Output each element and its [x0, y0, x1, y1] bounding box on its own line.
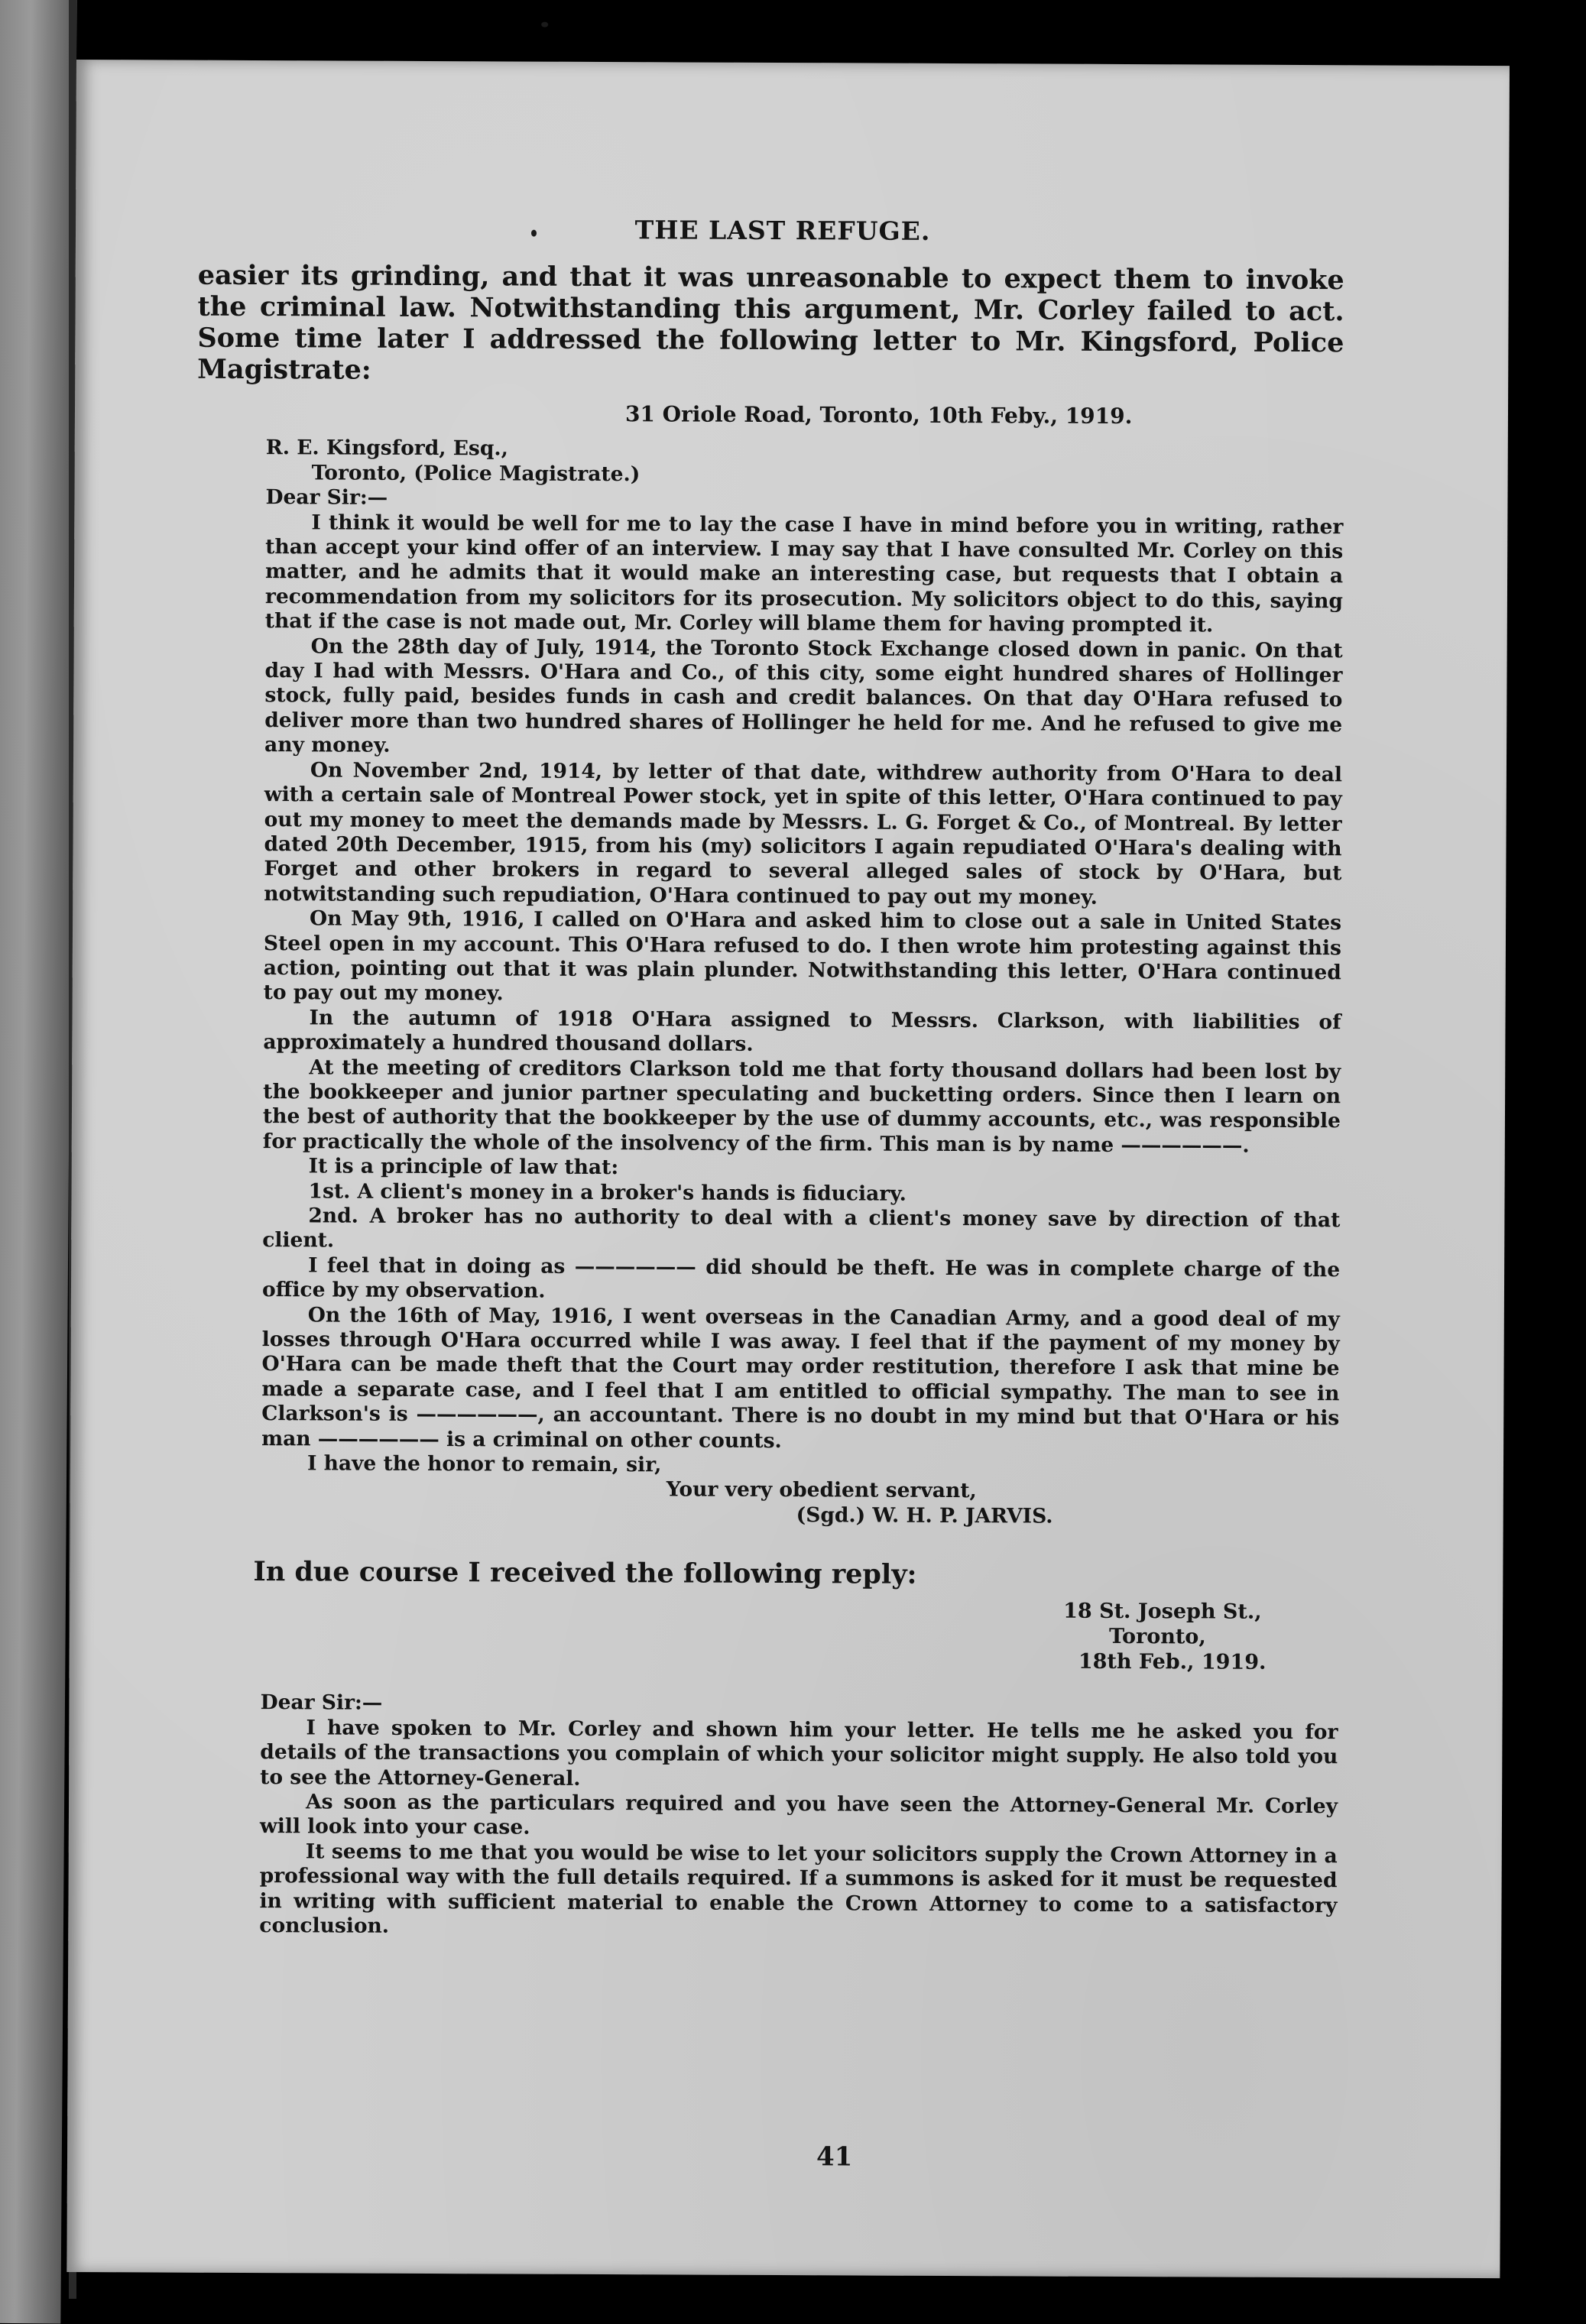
letter1-paragraph: It is a principle of law that:: [308, 1154, 619, 1180]
book-page: [66, 60, 1510, 2278]
letter2-paragraph: I have spoken to Mr. Corley and shown him your letter. He tells me he asked you for details of the transactions you complain of which your solicitor might supply. He also told you to see the Attorney-General.: [260, 1716, 1338, 1791]
letter2-address-date: 18th Feb., 1919.: [1078, 1650, 1267, 1675]
page-number: 41: [816, 2141, 853, 2173]
letter1-closing: I have the honor to remain, sir,: [306, 1451, 662, 1477]
letter1-paragraph: In the autumn of 1918 O'Hara assigned to Messrs. Clarkson, with liabilities of approximately a hundred thousand dollars.: [263, 1006, 1341, 1057]
letter2-salutation: Dear Sir:—: [260, 1690, 383, 1716]
letter1-signature: (Sgd.) W. H. P. JARVIS.: [796, 1503, 1053, 1528]
intro-paragraph: easier its grinding, and that it was unreasonable to expect them to invoke the criminal law. Notwithstanding this argument, Mr. Corley failed to act. Some time later I addressed the following letter to Mr. Kingsford, Police Magistrate:: [197, 259, 1344, 386]
page-content: [190, 213, 1344, 1943]
letter2-paragraph: As soon as the particulars required and you have seen the Attorney-General Mr. Corley will look into your case.: [259, 1790, 1338, 1839]
ink-speck: [541, 22, 548, 28]
letter1-principle-2: 2nd. A broker has no authority to deal with a client's money save by direction of that client.: [262, 1204, 1341, 1253]
running-head: THE LAST REFUGE.: [634, 215, 931, 246]
left-page-edge: [0, 0, 77, 2323]
letter1-principle-1: 1st. A client's money in a broker's hands is fiduciary.: [308, 1178, 907, 1206]
letter1-paragraph: At the meeting of creditors Clarkson told me that forty thousand dollars had been lost by the bookkeeper and junior partner speculating and bucketting orders. Since then I learn on the best of authority that the bookkeeper by the use of dummy accounts, etc., was responsible for practically the whole of the insolvency of the firm. This man is by name ——————.: [262, 1055, 1341, 1158]
letter1-recipient-place: Toronto, (Police Magistrate.): [311, 461, 641, 487]
letter1-paragraph: On the 28th day of July, 1914, the Toronto Stock Exchange closed down in panic. On that day I had with Messrs. O'Hara and Co., of this city, some eight hundred shares of Hollinger stock, fully paid, besides funds in cash and credit balances. On that day O'Hara refused to deliver more than two hundred shares of Hollinger he held for me. And he refused to give me any money.: [264, 634, 1343, 758]
letter1-recipient-name: R. E. Kingsford, Esq.,: [265, 436, 508, 461]
reply-letter: [190, 1595, 1338, 1943]
reply-intro: In due course I received the following reply:: [253, 1556, 917, 1591]
letter1-paragraph: On November 2nd, 1914, by letter of that date, withdrew authority from O'Hara to deal with a certain sale of Montreal Power stock, yet in spite of this letter, O'Hara continued to pay out my money to meet the demands made by Messrs. L. G. Forget & Co., of Montreal. By letter dated 20th December, 1915, from his (my) solicitors I again repudiated O'Hara's dealing with Forget and other brokers in regard to several alleged sales of stock by O'Hara, but notwitstanding such repudiation, O'Hara continued to pay out my money.: [264, 758, 1343, 909]
letter1-paragraph: On May 9th, 1916, I called on O'Hara and asked him to close out a sale in United States Steel open in my account. This O'Hara refused to do. I then wrote him protesting against this action, pointing out that it was plain plunder. Notwithstanding this letter, O'Hara continued to pay out my money.: [263, 906, 1342, 1006]
letter1-address-date: 31 Oriole Road, Toronto, 10th Feby., 1919.: [624, 401, 1133, 429]
letter1-paragraph: I think it would be well for me to lay the case I have in mind before you in writing, rather than accept your kind offer of an interview. I may say that I have consulted Mr. Corley on this matter, and he admits that it would make an interesting case, but requests that I obtain a recommendation from my solicitors for its prosecution. My solicitors object to do this, saying that if the case is not made out, Mr. Corley will blame them for having prompted it.: [264, 510, 1344, 637]
letter1-paragraph: On the 16th of May, 1916, I went overseas in the Canadian Army, and a good deal of my losses through O'Hara occurred while I was away. I feel that if the payment of my money by O'Hara can be made theft that the Court may order restitution, therefore I ask that mine be made a separate case, and I feel that I am entitled to official sympathy. The man to see in Clarkson's is ——————, an accountant. There is no doubt in my mind but that O'Hara or his man —————— is a criminal on other counts.: [261, 1302, 1340, 1453]
letter2-paragraph: It seems to me that you would be wise to let your solicitors supply the Crown Attorney in a professional way with the full details required. If a summons is asked for it must be requested in writing with sufficient material to enable the Crown Attorney to come to a satisfactory conclusion.: [259, 1839, 1338, 1938]
letter1-servant: Your very obedient servant,: [666, 1477, 977, 1503]
letter2-address-line1: 18 St. Joseph St.,: [1063, 1599, 1262, 1625]
letter1-salutation: Dear Sir:—: [265, 485, 388, 511]
letter1-paragraph: I feel that in doing as —————— did should be theft. He was in complete charge of the office by my observation.: [261, 1253, 1341, 1303]
letter2-address-line2: Toronto,: [1108, 1625, 1206, 1649]
letter-to-kingsford: [193, 400, 1344, 1531]
